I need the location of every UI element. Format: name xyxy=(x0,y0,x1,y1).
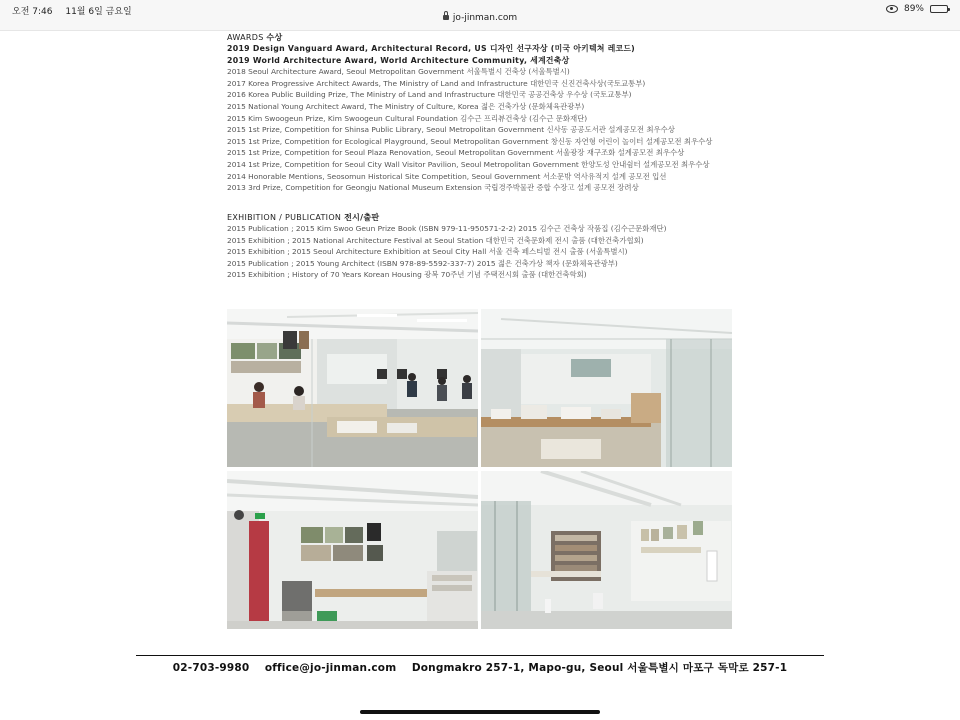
award-item: 2019 World Architecture Award, World Architecture Community, 세계건축상 xyxy=(227,55,570,65)
awards-title-ko: 수상 xyxy=(266,33,283,42)
office-photo-gallery-corridor xyxy=(481,471,732,629)
status-date: 11월 6일 금요일 xyxy=(65,7,132,17)
lock-icon xyxy=(443,15,449,20)
address-bar[interactable] xyxy=(0,13,960,23)
eye-icon xyxy=(886,5,898,13)
award-item: 2018 Seoul Architecture Award, Seoul Metropolitan Government 서울특별시 건축상 (서울특별시) xyxy=(227,67,570,77)
award-item: 2013 3rd Prize, Competition for Geongju National Museum Extension 국립경주박물관 증합 수장고 설계 공모전 장려상 xyxy=(227,183,639,193)
award-item: 2019 Design Vanguard Award, Architectural Record, US 디자인 선구자상 (미국 아키텍쳐 레코드) xyxy=(227,44,636,53)
battery-icon xyxy=(930,5,948,13)
award-item: 2015 1st Prize, Competition for Ecological Playground, Seoul Metropolitan Government 창신동 자연형 어린이 놀이터 설계공모전 최우수상 xyxy=(227,136,713,146)
status-bar xyxy=(0,0,960,31)
footer-address: Dongmakro 257-1, Mapo-gu, Seoul 서울특별시 마포구 독막로 257-1 xyxy=(411,662,788,674)
exhibition-list xyxy=(227,223,747,281)
awards-title-en: AWARDS xyxy=(227,33,264,42)
exhibition-item: 2015 Publication ; 2015 Young Architect (ISBN 978-89-5592-337-7) 2015 젊은 건축가상 책자 (문화체육관광부) xyxy=(227,258,618,268)
home-indicator[interactable] xyxy=(360,710,600,714)
url-text: jo-jinman.com xyxy=(452,13,518,23)
office-photo-grid xyxy=(227,309,733,629)
exhibition-title xyxy=(227,212,747,223)
exhibition-item: 2015 Publication ; 2015 Kim Swoo Geun Prize Book (ISBN 979-11-950571-2-2) 2015 김수근 건축상 작품집 (김수근문화재단) xyxy=(227,224,667,233)
footer-divider xyxy=(136,655,824,656)
awards-list xyxy=(227,43,747,194)
award-item: 2015 1st Prize, Competition for Seoul Plaza Renovation, Seoul Metropolitan Government 서울광장 재구조화 설계공모전 최우수상 xyxy=(227,148,685,158)
exhibition-item: 2015 Exhibition ; 2015 Seoul Architecture Exhibition at Seoul City Hall 서울 건축 페스티벌 전시 출품 (서울특별시) xyxy=(227,247,628,257)
award-item: 2015 1st Prize, Competition for Shinsa Public Library, Seoul Metropolitan Government 신사동 공공도서관 설계공모전 최우수상 xyxy=(227,125,675,135)
award-item: 2017 Korea Progressive Architect Awards, The Ministry of Land and Infrastructure 대한민국 신진건축사상(국토교통부) xyxy=(227,78,646,88)
exhibition-title-ko: 전시/출판 xyxy=(344,213,380,222)
status-indicators xyxy=(886,4,948,14)
exhibition-item: 2015 Exhibition ; History of 70 Years Korean Housing 광복 70주년 기념 주택전시회 출품 (대한건축학회) xyxy=(227,270,587,280)
award-item: 2014 1st Prize, Competition for Seoul City Wall Visitor Pavilion, Seoul Metropolitan Government 한양도성 안내쉼터 설계공모전 최우수상 xyxy=(227,159,710,169)
award-item: 2015 Kim Swoogeun Prize, Kim Swoogeun Cultural Foundation 김수근 프리뷰건축상 (김수근 문화재단) xyxy=(227,113,588,123)
awards-title xyxy=(227,32,747,43)
award-item: 2014 Honorable Mentions, Seosomun Historical Site Competition, Seoul Government 서소문밖 역사유적지 설계 공모전 입선 xyxy=(227,171,667,181)
footer-contact xyxy=(136,660,824,675)
office-photo-workspace xyxy=(227,309,478,467)
exhibition-item: 2015 Exhibition ; 2015 National Architecture Festival at Seoul Station 대한민국 건축문화제 전시 출품 (대한건축가협회) xyxy=(227,235,644,245)
office-photo-wall-display xyxy=(227,471,478,629)
exhibition-section xyxy=(227,212,747,281)
office-photo-model-room xyxy=(481,309,732,467)
award-item: 2016 Korea Public Building Prize, The Ministry of Land and Infrastructure 대한민국 공공건축상 우수상 (국토교통부) xyxy=(227,90,632,100)
status-time: 오전 7:46 xyxy=(12,7,53,17)
award-item: 2015 National Young Architect Award, The Ministry of Culture, Korea 젊은 건축가상 (문화체육관광부) xyxy=(227,101,585,111)
awards-section xyxy=(227,32,747,194)
footer-phone[interactable]: 02-703-9980 xyxy=(172,662,250,674)
exhibition-title-en: EXHIBITION / PUBLICATION xyxy=(227,213,342,222)
footer-email[interactable]: office@jo-jinman.com xyxy=(264,662,397,674)
battery-percent: 89% xyxy=(903,4,924,14)
